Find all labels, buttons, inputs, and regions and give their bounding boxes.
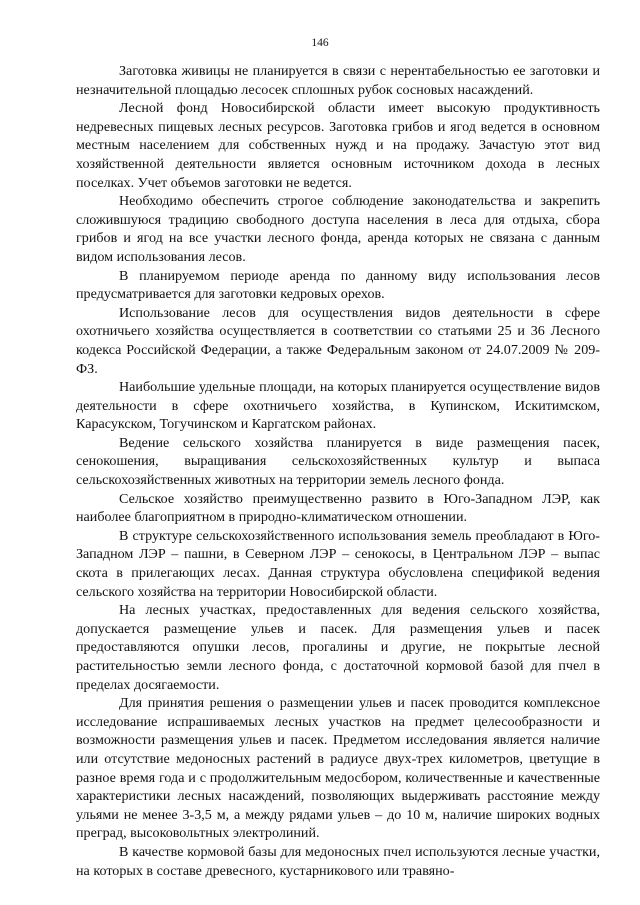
paragraph: Сельское хозяйство преимущественно развито в Юго-Западном ЛЭР, как наиболее благоприятном в природно-климатическом отношении. — [76, 490, 600, 526]
paragraph: Наибольшие удельные площади, на которых планируется осуществление видов деятельности в сфере охотничьего хозяйства, в Купинском, Искитимском, Карасукском, Тогучинском и Каргатском районах. — [76, 379, 600, 433]
paragraph: Ведение сельского хозяйства планируется в виде размещения пасек, сенокошения, выращивания сельскохозяйственных культур и выпаса сельскохозяйственных животных на территории земель лесного фонда. — [76, 434, 600, 489]
paragraph: Заготовка живицы не планируется в связи с нерентабельностью ее заготовки и незначительной площадью лесосек сплошных рубок сосновых насаждений. — [76, 63, 600, 98]
page-number: 146 — [311, 37, 329, 49]
paragraph: Лесной фонд Новосибирской области имеет высокую продуктивность недревесных пищевых лесных ресурсов. Заготовка грибов и ягод ведется в основном местным населением для собственных нужд и на продажу. Зачастую этот вид хозяйственной деятельности является основным источником дохода в лесных поселках. Учет объемов заготовки не ведется. — [76, 100, 600, 191]
paragraph: Необходимо обеспечить строгое соблюдение законодательства и закрепить сложившуюся традицию свободного доступа населения в леса для отдыха, сбора грибов и ягод на все участки лесного фонда, аренда которых не связана с данным видом использования лесов. — [76, 193, 600, 265]
paragraph: Для принятия решения о размещении ульев и пасек проводится комплексное исследование испрашиваемых лесных участков на предмет целесообразности и возможности размещения ульев и пасек. Предметом исследования является наличие или отсутствие медоносных растений в радиусе двух-трех километров, цветущие в разное время года и с продолжительным медосбором, количественные и качественные характеристики лесных насаждений, позволяющих выдерживать расстояние между ульями не менее 3-3,5 м, а между рядами ульев – до 10 м, наличие широких водных преград, высоковольтных электролиний. — [76, 695, 600, 842]
paragraph: На лесных участках, предоставленных для ведения сельского хозяйства, допускается размещение ульев и пасек. Для размещения ульев и пасек предоставляются опушки лесов, прогалины и другие, не покрытые лесной растительностью земли лесного фонда, с достаточной кормовой базой для пчел в пределах досягаемости. — [76, 602, 600, 693]
paragraph: В качестве кормовой базы для медоносных пчел используются лесные участки, на которых в составе древесного, кустарникового или травяно- — [76, 843, 600, 879]
paragraph: В планируемом периоде аренда по данному виду использования лесов предусматривается для заготовки кедровых орехов. — [76, 267, 600, 303]
paragraph: В структуре сельскохозяйственного использования земель преобладают в Юго-Западном ЛЭР – пашни, в Северном ЛЭР – сенокосы, в Центральном ЛЭР – выпас скота в прилегающих лесах. Данная структура обусловлена спецификой ведения сельского хозяйства на территории Новосибирской области. — [76, 527, 600, 600]
paragraph: Использование лесов для осуществления видов деятельности в сфере охотничьего хозяйства осуществляется в соответствии со статьями 25 и 36 Лесного кодекса Российской Федерации, а также Федеральным законом от 24.07.2009 № 209-ФЗ. — [76, 304, 600, 377]
document-body — [76, 62, 600, 880]
